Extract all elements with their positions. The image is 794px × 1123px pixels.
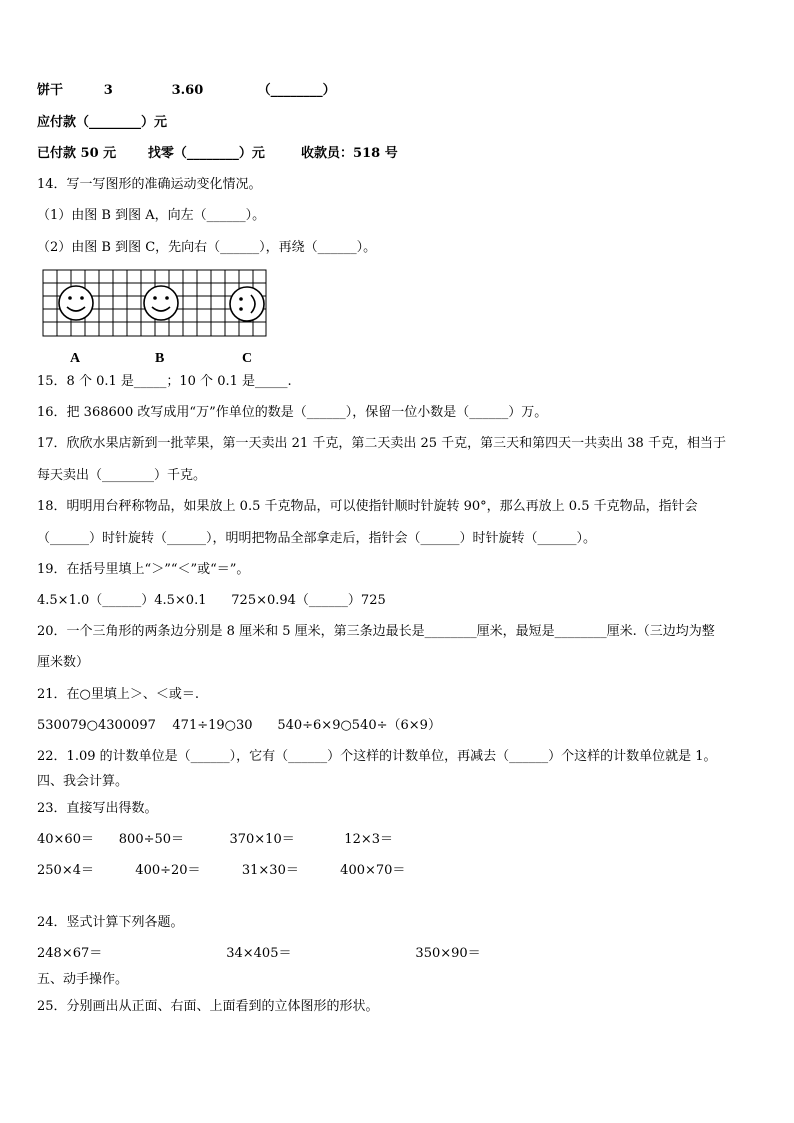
question-18-line1: 18．明明用台秤称物品，如果放上 0.5 千克物品，可以使指针顺时针旋转 90°，那么再放上 0.5 千克物品，指针会 bbox=[37, 499, 698, 514]
question-23-title: 23．直接写出得数。 bbox=[37, 801, 158, 816]
question-17-line2: 每天卖出（________）千克。 bbox=[37, 468, 207, 483]
question-14-part2: （2）由图 B 到图 C，先向右（______），再绕（______）。 bbox=[37, 240, 377, 255]
question-19-items: 4.5×1.0（______）4.5×0.1 725×0.94（______）725 bbox=[37, 593, 386, 608]
question-24-items: 248×67＝ 34×405＝ 350×90＝ bbox=[37, 946, 481, 961]
question-14-title: 14．写一写图形的准确运动变化情况。 bbox=[37, 177, 262, 192]
figure-label-a: A bbox=[70, 351, 81, 366]
figure-label-b: B bbox=[155, 351, 165, 366]
smiley-b-icon bbox=[144, 286, 178, 320]
question-21-title: 21．在○里填上＞、＜或＝. bbox=[37, 687, 200, 702]
receipt-row-payable: 应付款（________）元 bbox=[37, 115, 168, 130]
question-17-line1: 17．欣欣水果店新到一批苹果，第一天卖出 21 千克，第二天卖出 25 千克，第三天和第四天一共卖出 38 千克，相当于 bbox=[37, 436, 726, 451]
smiley-c-rotated-icon bbox=[230, 287, 264, 321]
figure-label-c: C bbox=[242, 351, 253, 366]
question-25: 25．分别画出从正面、右面、上面看到的立体图形的形状。 bbox=[37, 999, 379, 1014]
smiley-a-icon bbox=[59, 286, 93, 320]
question-21-items: 530079○4300097 471÷19○30 540÷6×9○540÷（6×9） bbox=[37, 718, 441, 733]
question-14-part1: （1）由图 B 到图 A，向左（______）。 bbox=[37, 208, 266, 223]
section-5-heading: 五、动手操作。 bbox=[37, 972, 129, 987]
question-22: 22．1.09 的计数单位是（______），它有（______）个这样的计数单位，再减去（______）个这样的计数单位就是 1。 bbox=[37, 749, 717, 764]
receipt-row-paid: 已付款 50 元 找零（________）元 收款员：518 号 bbox=[37, 146, 398, 161]
question-23-row1: 40×60＝ 800÷50＝ 370×10＝ 12×3＝ bbox=[37, 832, 394, 847]
grid-figure bbox=[40, 268, 280, 368]
question-24-title: 24．竖式计算下列各题。 bbox=[37, 915, 184, 930]
question-23-row2: 250×4＝ 400÷20＝ 31×30＝ 400×70＝ bbox=[37, 863, 406, 878]
question-20-line2: 厘米数） bbox=[37, 655, 90, 670]
question-19-title: 19．在括号里填上“＞”“＜”或“＝”。 bbox=[37, 562, 250, 577]
question-20-line1: 20．一个三角形的两条边分别是 8 厘米和 5 厘米，第三条边最长是________厘米，最短是________厘米.（三边均为整 bbox=[37, 624, 715, 639]
question-15: 15．8 个 0.1 是_____；10 个 0.1 是_____. bbox=[37, 374, 292, 389]
question-16: 16．把 368600 改写成用“万”作单位的数是（______），保留一位小数是（______）万。 bbox=[37, 405, 548, 420]
question-18-line2: （______）时针旋转（______），明明把物品全部拿走后，指针会（______）时针旋转（______）。 bbox=[37, 531, 597, 546]
section-4-heading: 四、我会计算。 bbox=[37, 774, 129, 789]
receipt-row-biscuit: 饼干 3 3.60 （________） bbox=[37, 83, 336, 98]
